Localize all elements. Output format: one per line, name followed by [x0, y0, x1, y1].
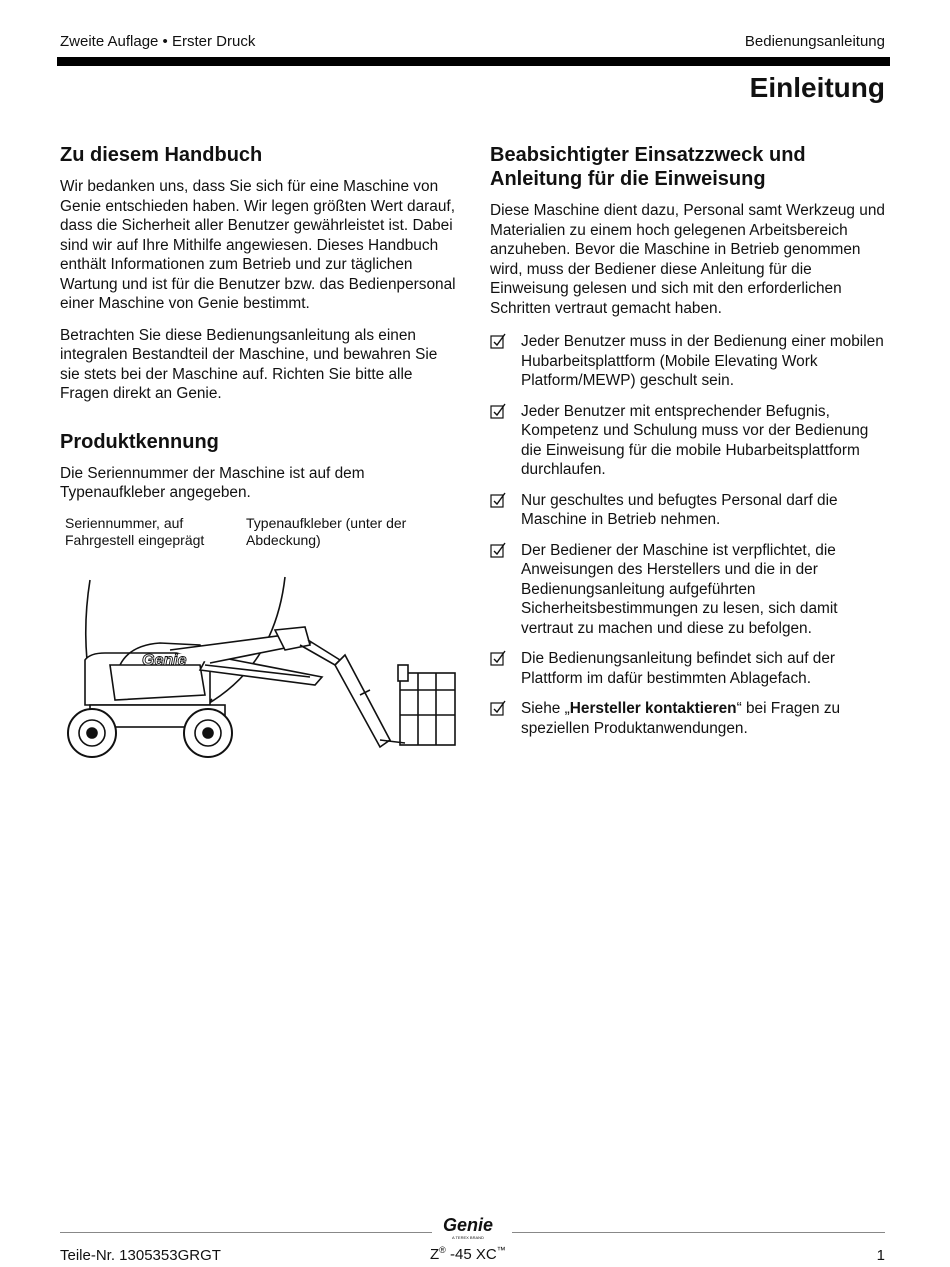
checkbox-checked-icon — [490, 403, 506, 419]
checkbox-checked-icon — [490, 492, 506, 508]
page-title: Einleitung — [749, 72, 885, 103]
contact-suffix: “ bei Fragen zu speziellen Produktanwendungen. — [521, 700, 841, 737]
header-doc-type: Bedienungsanleitung — [744, 33, 885, 50]
paragraph-handbuch-1: Wir bedanken uns, dass Sie sich für eine Maschine von Genie entschieden haben. Wir legen größten Wert darauf, dass die Sicherheit aller Benutzer gewährleistet ist. Dabei sind wir auf Ihre Mithilfe angewiesen. Dieses Handbuch enthält Informationen zum Betrieb und zur täglichen Wartung und ist für die Benutzer bzw. das Bedienpersonal einer Maschine von Genie bestimmt. — [60, 178, 456, 312]
footer-page-number: 1 — [876, 1247, 885, 1264]
contact-manufacturer-reference: Hersteller kontaktieren — [569, 700, 737, 717]
machine-figure — [60, 515, 460, 780]
right-column — [490, 143, 890, 749]
model-letter: Z — [430, 1246, 440, 1263]
model-number: -45 XC — [445, 1246, 497, 1263]
paragraph-produktkennung: Die Seriennummer der Maschine ist auf dem Typenaufkleber angegeben. — [60, 464, 365, 501]
checkbox-checked-icon — [490, 700, 506, 716]
footer-part-number: Teile-Nr. 1305353GRGT — [60, 1247, 221, 1264]
logo-tagline: A TEREX BRAND — [452, 1235, 484, 1240]
paragraph-handbuch-2: Betrachten Sie diese Bedienungsanleitung als einen integralen Bestandteil der Maschine, und bewahren Sie sie stets bei der Maschine auf. Richten Sie bitte alle Fragen direkt an Genie. — [60, 326, 438, 402]
left-column — [60, 143, 460, 780]
header-edition: Zweite Auflage • Erster Druck — [60, 33, 256, 50]
checkbox-checked-icon — [490, 333, 506, 349]
caption-type-label: Typenaufkleber (unter der Abdeckung) — [246, 514, 407, 548]
caption-serial-number: Seriennummer, auf Fahrgestell eingeprägt — [65, 514, 205, 548]
checklist — [490, 332, 890, 738]
header-rule — [57, 57, 890, 66]
checklist-item — [490, 491, 890, 530]
logo-wordmark: Genie — [443, 1215, 494, 1235]
checklist-item-text: Jeder Benutzer mit entsprechender Befugnis, Kompetenz und Schulung muss vor der Bedienung die Einweisung für die mobile Hubarbeitsplattform durchlaufen. — [521, 402, 869, 478]
paragraph-einsatzzweck: Diese Maschine dient dazu, Personal samt Werkzeug und Materialien zu einem hoch gelegenen Arbeitsbereich anzuheben. Bevor die Maschine in Betrieb genommen wird, muss der Bediener diese Anleitung für die Einweisung gelesen und sich mit den erforderlichen Schritten vertraut gemacht haben. — [490, 202, 885, 317]
boom-lift-illustration — [60, 515, 460, 780]
checklist-item-text: Die Bedienungsanleitung befindet sich auf der Plattform im dafür bestimmten Ablagefach. — [521, 650, 836, 687]
footer-rule-left — [60, 1232, 432, 1233]
footer-rule-right — [512, 1232, 885, 1233]
checklist-item — [490, 402, 890, 480]
trademark-mark: ™ — [496, 1245, 506, 1255]
section-title-produktkennung: Produktkennung — [60, 430, 219, 453]
checkbox-checked-icon — [490, 650, 506, 666]
machine-brand-label: Genie — [142, 651, 187, 669]
checklist-item — [490, 649, 890, 688]
footer-model — [430, 1245, 506, 1263]
contact-prefix: Siehe „ — [521, 700, 570, 717]
checklist-item-contact — [490, 699, 890, 738]
genie-logo — [438, 1212, 508, 1242]
checklist-item-text: Nur geschultes und befugtes Personal darf die Maschine in Betrieb nehmen. — [521, 491, 838, 528]
checklist-item — [490, 541, 890, 639]
checklist-item-text: Der Bediener der Maschine ist verpflichtet, die Anweisungen des Herstellers und die in der Bedienungsanleitung aufgeführten Sicherheitsbestimmungen zu lesen, sich damit vertraut zu machen und diese zu befolgen. — [521, 541, 838, 637]
registered-mark: ® — [439, 1245, 446, 1255]
checkbox-checked-icon — [490, 542, 506, 558]
checklist-item — [490, 332, 890, 391]
section-title-handbuch: Zu diesem Handbuch — [60, 144, 263, 166]
checklist-item-text: Jeder Benutzer muss in der Bedienung einer mobilen Hubarbeitsplattform (Mobile Elevating Work Platform/MEWP) geschult sein. — [521, 333, 884, 389]
section-title-einsatzzweck: Beabsichtigter Einsatzzweck und Anleitung für die Einweisung — [490, 144, 806, 190]
